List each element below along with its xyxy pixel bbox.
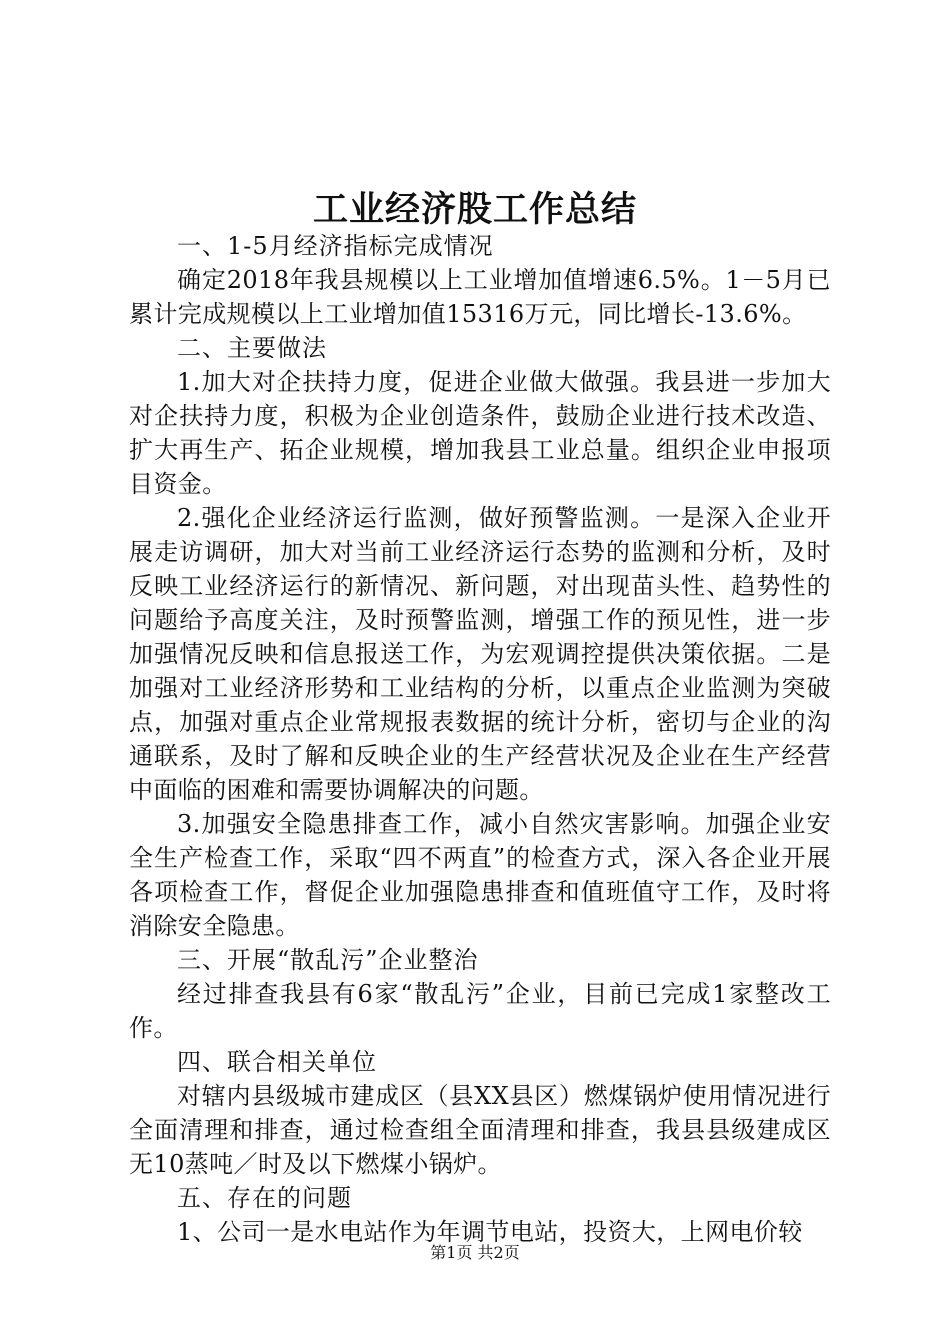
section-heading-4: 四、联合相关单位 xyxy=(177,1048,377,1076)
paragraph-rectification: 经过排查我县有6家“散乱污”企业，目前已完成1家整改工作。 xyxy=(129,980,831,1042)
paragraph-problems: 1、公司一是水电站作为年调节电站，投资大，上网电价较 xyxy=(177,1218,803,1246)
page-number-footer: 第1页 共2页 xyxy=(430,1243,520,1262)
paragraph-indicators: 确定2018年我县规模以上工业增加值增速6.5%。1－5月已累计完成规模以上工业增加值15316万元，同比增长-13.6%。 xyxy=(129,266,831,328)
paragraph-measure-1: 1.加大对企扶持力度，促进企业做大做强。我县进一步加大对企扶持力度，积极为企业创造条件，鼓励企业进行技术改造、扩大再生产、拓企业规模，增加我县工业总量。组织企业申报项目资金。 xyxy=(129,368,831,498)
paragraph-boiler-check: 对辖内县级城市建成区（县XX县区）燃煤锅炉使用情况进行全面清理和排查，通过检查组全面清理和排查，我县县级建成区无10蒸吨／时及以下燃煤小锅炉。 xyxy=(129,1082,831,1178)
paragraph-measure-2: 2.强化企业经济运行监测，做好预警监测。一是深入企业开展走访调研，加大对当前工业经济运行态势的监测和分析，及时反映工业经济运行的新情况、新问题，对出现苗头性、趋势性的问题给予高度关注，及时预警监测，增强工作的预见性，进一步加强情况反映和信息报送工作，为宏观调控提供决策依据。二是加强对工业经济形势和工业结构的分析，以重点企业监测为突破点，加强对重点企业常规报表数据的统计分析，密切与企业的沟通联系，及时了解和反映企业的生产经营状况及企业在生产经营中面临的困难和需要协调解决的问题。 xyxy=(129,504,831,804)
section-heading-1: 一、1-5月经济指标完成情况 xyxy=(177,232,494,260)
section-heading-3: 三、开展“散乱污”企业整治 xyxy=(177,946,479,974)
document-title: 工业经济股工作总结 xyxy=(312,189,637,230)
paragraph-measure-3: 3.加强安全隐患排查工作，减小自然灾害影响。加强企业安全生产检查工作，采取“四不两直”的检查方式，深入各企业开展各项检查工作，督促企业加强隐患排查和值班值守工作，及时将消除安全隐患。 xyxy=(129,810,831,940)
section-heading-2: 二、主要做法 xyxy=(177,334,327,362)
document-body xyxy=(129,229,831,1249)
section-heading-5: 五、存在的问题 xyxy=(177,1184,352,1212)
